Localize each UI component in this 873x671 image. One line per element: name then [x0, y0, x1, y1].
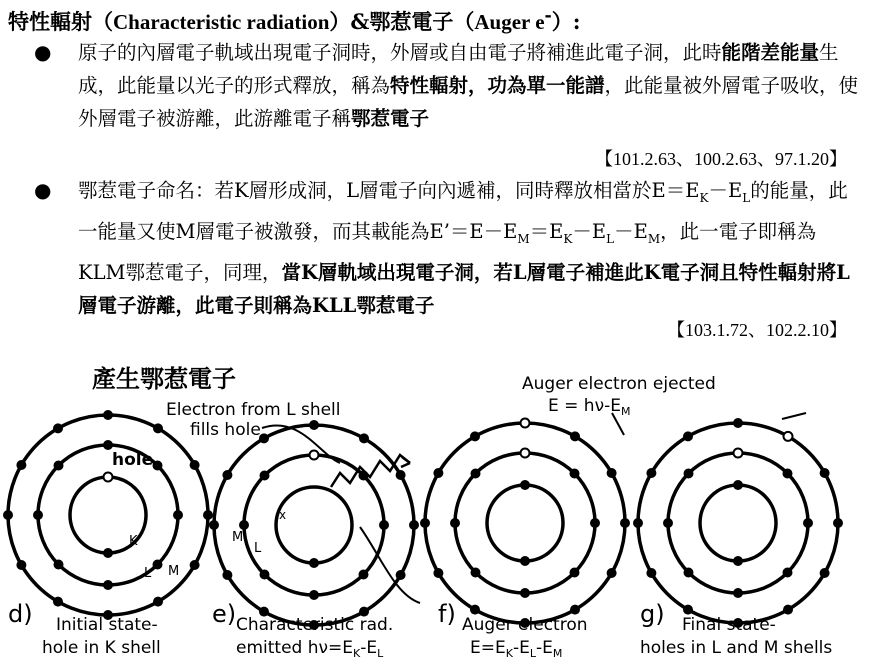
- d-l-electron: [54, 461, 64, 471]
- f-l-electron: [570, 469, 580, 479]
- g-k-electron: [733, 556, 743, 566]
- f-m-electron: [607, 468, 617, 478]
- e-caption-line2: emitted $h\nu=E_K-E_L$: [236, 638, 384, 660]
- d-l-electron: [153, 461, 163, 471]
- f-l-electron: [570, 568, 580, 578]
- e-m-electron: [222, 570, 232, 580]
- e-m-electron: [222, 470, 232, 480]
- f-l-electron: [471, 469, 481, 479]
- d-m-electron: [3, 510, 13, 520]
- paragraph-2: 鄂惹電子命名：若K層形成洞，L層電子向內遞補，同時釋放相當於$E=E_K-E_L$的能量，此一能量又使M層電子被激發，而其載能為$E’=E-E_M=E_K-E_L-E_M$，此一電子即稱為KLM鄂惹電子，同理，當K層軌域出現電子洞，若L層電子補進此K電子洞且特性輻射將L層電子游離，此電子則稱為KLL鄂惹電子: [78, 179, 850, 317]
- g-l-electron: [733, 588, 743, 598]
- auger-electron-diagram: [0, 355, 873, 671]
- g-l-electron: [783, 568, 793, 578]
- e-panel-letter: e): [212, 600, 237, 628]
- d-m-electron: [190, 560, 200, 570]
- g-m-electron: [683, 431, 693, 441]
- e-m-electron: [209, 520, 219, 530]
- d-caption-line2: hole in K shell: [42, 638, 161, 658]
- g-caption-line2: holes in L and M shells: [640, 638, 833, 658]
- d-caption-line1: Initial state-: [56, 615, 158, 635]
- electron-dots: [3, 410, 843, 630]
- e-m-electron: [359, 433, 369, 443]
- f-k-electron: [520, 556, 530, 566]
- f-m-electron: [470, 431, 480, 441]
- d-m-electron: [203, 510, 213, 520]
- g-panel-letter: g): [640, 600, 665, 628]
- g-m-electron: [733, 418, 743, 428]
- g-k-shell: [700, 485, 776, 561]
- g-m-electron: [833, 518, 843, 528]
- f-l-electron: [450, 518, 460, 528]
- f-caption-line2: $E=E_K-E_L-E_M$: [470, 638, 563, 660]
- e-k-electron: [309, 558, 319, 568]
- e-note-line2: fills hole: [190, 420, 261, 440]
- g-m-electron: [820, 568, 830, 578]
- reference-1: 【101.2.63、100.2.63、97.1.20】: [595, 149, 847, 169]
- d-m-electron: [16, 560, 26, 570]
- e-l-electron: [379, 520, 389, 530]
- e-m-electron: [309, 420, 319, 430]
- d-m-electron: [190, 460, 200, 470]
- f-note-line1: Auger electron ejected: [522, 374, 716, 394]
- e-l-electron: [260, 471, 270, 481]
- g-m-electron: [783, 605, 793, 615]
- reference-2: 【103.1.72、102.2.10】: [667, 320, 847, 340]
- e-m-electron: [396, 470, 406, 480]
- d-m-label: M: [168, 564, 180, 579]
- f-m-electron: [521, 419, 530, 428]
- f-m-electron: [607, 568, 617, 578]
- d-l-electron: [33, 510, 43, 520]
- f-m-electron: [420, 518, 430, 528]
- d-panel-letter: d): [8, 600, 33, 628]
- paragraph-1: 原子的內層電子軌域出現電子洞時，外層或自由電子將補進此電子洞，此時能階差能量生成，此能量以光子的形式釋放，稱為特性輻射，功為單一能譜，此能量被外層電子吸收，使外層電子被游離，此游離電子稱鄂惹電子: [78, 41, 859, 130]
- g-m-electron: [646, 568, 656, 578]
- diagram-heading: 產生鄂惹電子: [92, 364, 236, 393]
- d-l-electron: [153, 560, 163, 570]
- f-m-electron: [433, 468, 443, 478]
- d-m-electron: [153, 597, 163, 607]
- e-l-label: L: [254, 541, 262, 556]
- f-caption-line1: Auger electron: [462, 615, 588, 635]
- f-l-electron: [521, 449, 530, 458]
- e-l-electron: [260, 570, 270, 580]
- d-l-electron: [103, 440, 113, 450]
- g-m-electron: [820, 468, 830, 478]
- g-l-electron: [803, 518, 813, 528]
- g-m-electron: [633, 518, 643, 528]
- f-m-electron: [620, 518, 630, 528]
- e-m-label: M: [232, 530, 244, 545]
- e-l-electron: [239, 520, 249, 530]
- f-m-electron: [570, 605, 580, 615]
- g-l-electron: [734, 449, 743, 458]
- e-m-electron: [409, 520, 419, 530]
- d-k-hole-electron: [104, 473, 113, 482]
- f-m-electron: [470, 605, 480, 615]
- page-title: 特性輻射（Characteristic radiation）&鄂惹電子（Auger e-）:: [8, 6, 581, 34]
- f-k-shell: [487, 485, 563, 561]
- f-m-electron: [570, 431, 580, 441]
- f-note-line2: $E = h\nu-E_M$: [548, 396, 631, 418]
- g-l-electron: [684, 568, 694, 578]
- bullet-2: ●: [34, 178, 52, 202]
- g-m-electron: [683, 605, 693, 615]
- f-panel-letter: f): [438, 600, 456, 628]
- d-hole-label: hole: [112, 450, 154, 470]
- d-m-electron: [53, 423, 63, 433]
- d-l-label: L: [144, 566, 152, 581]
- d-l-electron: [103, 580, 113, 590]
- g-l-electron: [783, 469, 793, 479]
- e-caption-line1: Characteristic rad.: [236, 615, 394, 635]
- f-m-electron: [433, 568, 443, 578]
- e-k-shell: [276, 487, 352, 563]
- d-l-electron: [173, 510, 183, 520]
- f-k-electron: [520, 480, 530, 490]
- f-l-electron: [520, 588, 530, 598]
- d-m-electron: [153, 423, 163, 433]
- g-l-electron: [663, 518, 673, 528]
- e-l-electron: [309, 590, 319, 600]
- bullet-1: ●: [34, 40, 52, 64]
- d-k-label: K: [129, 534, 138, 549]
- g-l-electron: [684, 469, 694, 479]
- d-m-electron: [53, 597, 63, 607]
- e-m-electron: [396, 570, 406, 580]
- f-l-electron: [590, 518, 600, 528]
- g-m-electron: [784, 432, 793, 441]
- f-l-electron: [471, 568, 481, 578]
- g-k-electron: [733, 480, 743, 490]
- photon-arrowhead: [401, 457, 410, 467]
- d-m-electron: [16, 460, 26, 470]
- ejected-electron-arrow: [782, 413, 806, 419]
- e-l-electron: [359, 570, 369, 580]
- d-m-electron: [103, 410, 113, 420]
- d-k-electron: [103, 548, 113, 558]
- e-l-electron: [310, 451, 319, 460]
- e-x-label: x: [279, 508, 287, 522]
- g-caption-line1: Final state-: [682, 615, 776, 635]
- e-note-line1: Electron from L shell: [166, 400, 341, 420]
- g-m-electron: [646, 468, 656, 478]
- d-l-electron: [54, 560, 64, 570]
